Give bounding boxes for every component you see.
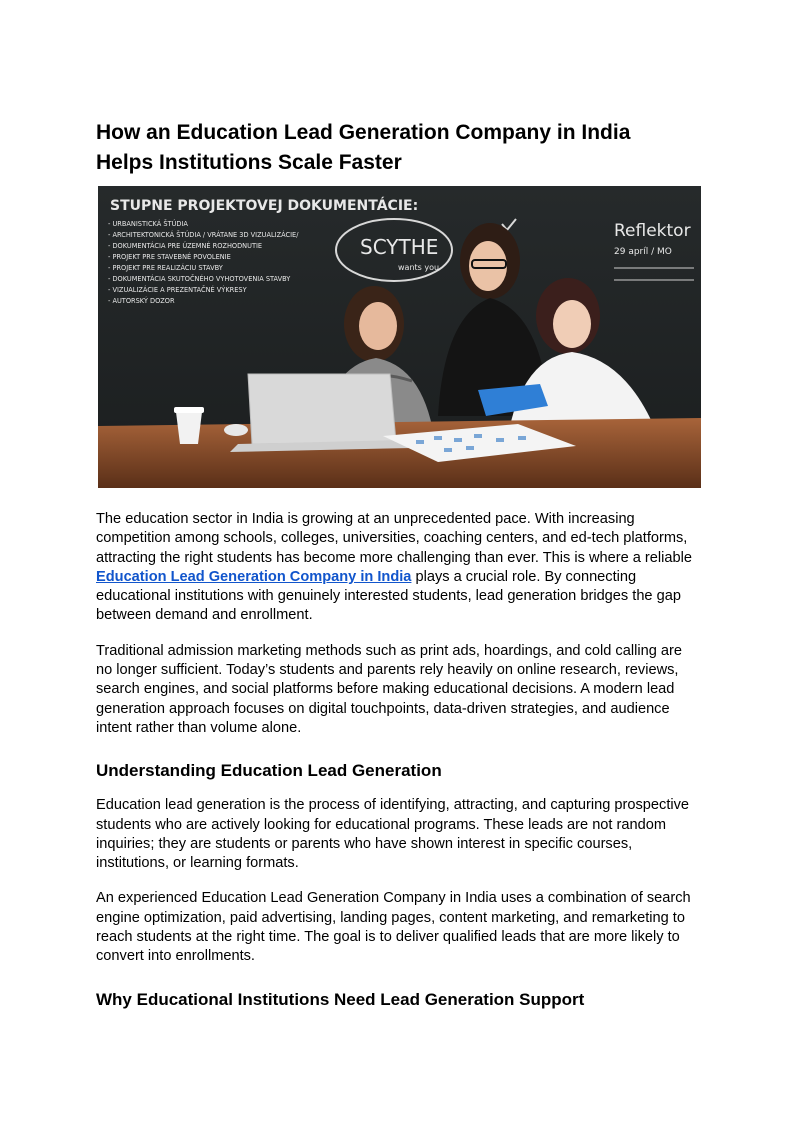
title-line-1: How an Education Lead Generation Company in India: [96, 121, 631, 144]
paragraph-experienced: An experienced Education Lead Generation Company in India uses a combination of search engine optimization, paid advertising, landing pages, content marketing, and remarketing to reach students at the right time. The goal is to deliver qualified leads that are more likely to convert into enrollments.: [96, 890, 691, 965]
laptop: [230, 374, 412, 452]
education-lead-generation-link[interactable]: Education Lead Generation Company in India: [96, 568, 412, 585]
chalk-item: - PROJEKT PRE STAVEBNÉ POVOLENIE: [108, 253, 231, 261]
article-title: [96, 118, 700, 178]
chalk-item: - PROJEKT PRE REALIZÁCIU STAVBY: [108, 264, 223, 272]
mouse: [224, 424, 248, 436]
bubble-word: SCYTHE: [360, 235, 439, 259]
paragraph-intro: [96, 510, 700, 626]
bubble-sub: wants you: [398, 263, 440, 272]
title-line-2: Helps Institutions Scale Faster: [96, 151, 402, 174]
document-page: [96, 118, 700, 1025]
paragraph-intro-tail: plays a crucial role. By connecting educational institutions with genuinely interested students, lead generation bridges the gap between demand and enrollment.: [96, 568, 681, 624]
classroom-photo: [98, 186, 701, 488]
paragraph-intro-text: The education sector in India is growing at an unprecedented pace. With increasing competition among schools, colleges, universities, coaching centers, and ed-tech platforms, attracting the right students has become more challenging than ever. This is where a reliable: [96, 511, 692, 566]
chalk-right-date: 29 apríl / MO: [614, 247, 672, 257]
paragraph-definition: Education lead generation is the process of identifying, attracting, and capturing prospective students who are actively looking for educational programs. These leads are not random inquiries; they are students or parents who have shown interest in specific courses, institutions, or learning formats.: [96, 797, 690, 872]
chalk-item: - DOKUMENTÁCIA PRE ÚZEMNÉ ROZHODNUTIE: [108, 242, 263, 250]
chalk-item: - URBANISTICKÁ ŠTÚDIA: [108, 220, 188, 228]
heading-understanding: Understanding Education Lead Generation: [96, 761, 442, 781]
chalk-item: - DOKUMENTÁCIA SKUTOČNÉHO VYHOTOVENIA STAVBY: [108, 275, 291, 283]
paragraph-traditional: Traditional admission marketing methods such as print ads, hoardings, and cold calling are no longer sufficient. Today’s students and parents rely heavily on online research, reviews, search engines, and social platforms before making educational decisions. A modern lead generation approach focuses on digital touchpoints, data-driven strategies, and audience intent rather than volume alone.: [96, 642, 682, 736]
chalk-right-heading: Reflektor: [614, 221, 691, 241]
chalk-item: - VIZUALIZÁCIE A PREZENTAČNÉ VÝKRESY: [108, 286, 247, 294]
chalk-item: - ARCHITEKTONICKÁ ŠTÚDIA / VRÁTANE 3D VIZUALIZÁCIE/: [108, 231, 299, 239]
chalk-heading: STUPNE PROJEKTOVEJ DOKUMENTÁCIE:: [110, 198, 419, 214]
heading-why-need: Why Educational Institutions Need Lead Generation Support: [96, 989, 585, 1009]
chalk-item: - AUTORSKÝ DOZOR: [108, 297, 175, 305]
